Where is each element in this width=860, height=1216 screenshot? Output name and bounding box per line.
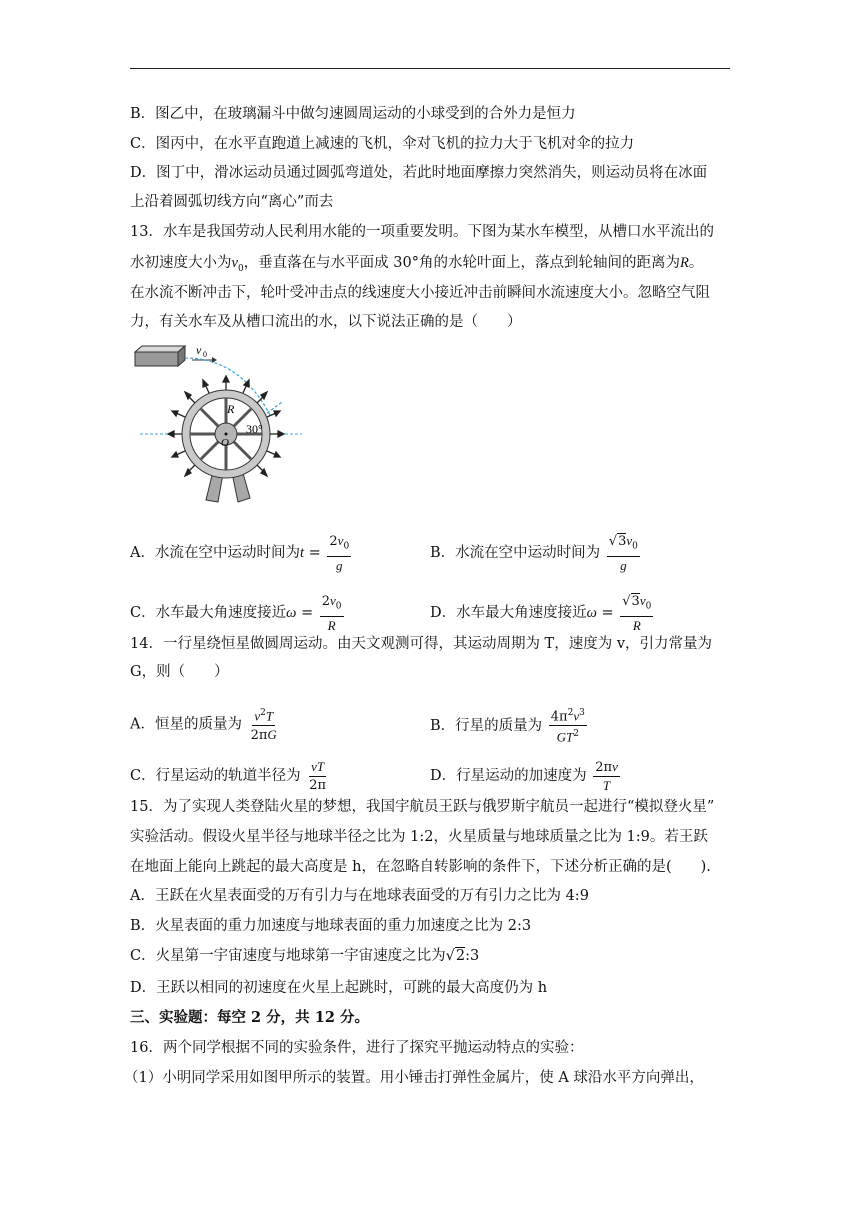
q13-stem-line2: 水初速度大小为$v_0$，垂直落在与水平面成 30°角的水轮叶面上，落点到轮轴间的距离为R。: [130, 255, 704, 274]
water-wheel-icon: [168, 376, 284, 478]
q14-option-a[interactable]: A．恒星的质量为 $\frac{v^2T}{2\pi G}$: [130, 705, 281, 744]
header-rule: [130, 68, 730, 69]
fig-v0-label: v: [196, 343, 202, 357]
q14-option-d[interactable]: D．行星运动的加速度为 $\frac{2\pi v}{T}$: [430, 759, 618, 793]
prev-option-d-line1[interactable]: D．图丁中，滑冰运动员通过圆弧弯道处，若此时地面摩擦力突然消失，则运动员将在冰面: [130, 165, 708, 181]
q13-stem-line4: 力，有关水车及从槽口流出的水，以下说法正确的是（ ）: [130, 314, 522, 330]
fig-o-label: O: [221, 437, 229, 449]
q16-stem-line1: 16．两个同学根据不同的实验条件，进行了探究平抛运动特点的实验：: [130, 1040, 584, 1056]
q15-option-a[interactable]: A．王跃在火星表面受的万有引力与在地球表面受的万有引力之比为 4:9: [130, 888, 589, 904]
q15-option-d[interactable]: D．王跃以相同的初速度在火星上起跳时，可跳的最大高度仍为 h: [130, 980, 548, 996]
fig-v0-sub: 0: [203, 350, 207, 359]
q14-stem-line2: G，则（ ）: [130, 664, 229, 680]
q13-option-b[interactable]: B．水流在空中运动时间为 $\frac{√3v_0}{g}$: [430, 533, 638, 573]
q15-stem-line2: 实验活动。假设火星半径与地球半径之比为 1:2，火星质量与地球质量之比为 1:9。若王跃: [130, 829, 708, 845]
section-3-heading: 三、实验题：每空 2 分，共 12 分。: [130, 1009, 369, 1026]
q15-option-c[interactable]: C．火星第一宇宙速度与地球第一宇宙速度之比为√2:3: [130, 948, 480, 964]
prev-option-b[interactable]: B．图乙中，在玻璃漏斗中做匀速圆周运动的小球受到的合外力是恒力: [130, 106, 576, 122]
prev-option-c[interactable]: C．图丙中，在水平直跑道上减速的飞机，伞对飞机的拉力大于飞机对伞的拉力: [130, 136, 635, 152]
q13-stem-line1: 13．水车是我国劳动人民利用水能的一项重要发明。下图为某水车模型，从槽口水平流出的: [130, 224, 714, 240]
q13-stem-line3: 在水流不断冲击下，轮叶受冲击点的线速度大小接近冲击前瞬间水流速度大小。忽略空气阻: [130, 285, 710, 301]
q16-stem-line2: （1）小明同学采用如图甲所示的装置。用小锤击打弹性金属片，使 A 球沿水平方向弹出，: [124, 1070, 704, 1086]
q15-stem-line1: 15．为了实现人类登陆火星的梦想，我国宇航员王跃与俄罗斯宇航员一起进行“模拟登火星”: [130, 799, 715, 815]
q14-option-b[interactable]: B．行星的质量为 $\frac{4\pi^2v^3}{GT^2}$: [430, 705, 589, 747]
trough-icon: [135, 346, 185, 366]
q13-option-a[interactable]: A．水流在空中运动时间为t = $\frac{2v_0}{g}$: [130, 533, 350, 573]
q15-stem-line3: 在地面上能向上跳起的最大高度是 h，在忽略自转影响的条件下，下述分析正确的是( ).: [130, 859, 711, 875]
q13-option-d[interactable]: D．水车最大角速度接近ω = $\frac{√3v_0}{R}$: [430, 593, 652, 633]
q14-option-c[interactable]: C．行星运动的轨道半径为 $\frac{vT}{2\pi}$: [130, 759, 327, 793]
prev-option-d-line2: 上沿着圆弧切线方向“离心”而去: [130, 194, 334, 210]
q13-option-c[interactable]: C．水车最大角速度接近ω = $\frac{2v_0}{R}$: [130, 593, 342, 633]
water-wheel-figure: [130, 340, 310, 508]
q14-stem-line1: 14．一行星绕恒星做圆周运动。由天文观测可得，其运动周期为 T，速度为 v，引力常量为: [130, 636, 713, 652]
fig-r-label: R: [227, 402, 235, 416]
fig-angle-label: 30°: [246, 422, 263, 436]
q15-option-b[interactable]: B．火星表面的重力加速度与地球表面的重力加速度之比为 2:3: [130, 918, 532, 934]
